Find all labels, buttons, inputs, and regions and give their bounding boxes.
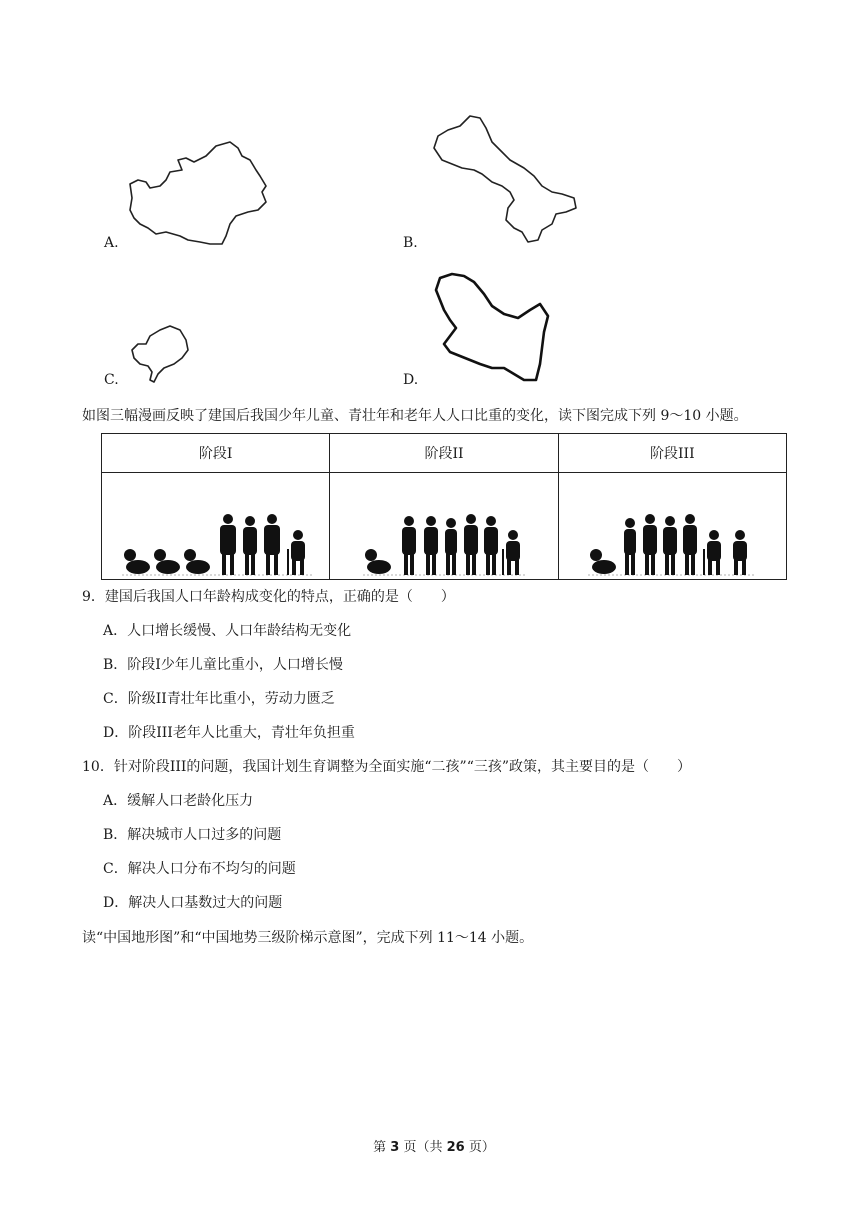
stage-3-header: 阶段III <box>558 434 786 473</box>
question-10-option-b[interactable]: B．解决城市人口过多的问题 <box>103 827 282 843</box>
map-option-a-outline <box>126 140 272 248</box>
stage-3-cartoon <box>558 473 786 580</box>
question-10-option-c[interactable]: C．解决人口分布不均匀的问题 <box>103 861 296 877</box>
stage-2-cartoon <box>330 473 558 580</box>
stage-3-silhouettes <box>584 513 760 579</box>
footer-prefix: 第 <box>373 1140 391 1155</box>
map-option-a-label[interactable]: A. <box>104 235 119 251</box>
question-9-option-c[interactable]: C．阶级II青壮年比重小，劳动力匮乏 <box>103 691 335 707</box>
question-9-option-d[interactable]: D．阶段III老年人比重大，青壮年负担重 <box>103 725 355 741</box>
stage-1-cartoon <box>102 473 330 580</box>
map-option-d-outline <box>430 270 552 386</box>
question-9-option-b[interactable]: B．阶段I少年儿童比重小，人口增长慢 <box>103 657 343 673</box>
footer-suffix: 页） <box>464 1140 495 1155</box>
question-9-option-a[interactable]: A．人口增长缓慢、人口年龄结构无变化 <box>103 623 352 639</box>
map-option-c-outline <box>128 322 194 386</box>
footer-middle: 页（共 <box>399 1140 447 1155</box>
map-option-b-label[interactable]: B. <box>403 235 418 251</box>
question-10-stem: 10．针对阶段III的问题，我国计划生育调整为全面实施“二孩”“三孩”政策，其主要目的是（ ） <box>82 759 692 775</box>
map-option-c-label[interactable]: C. <box>104 372 119 388</box>
page-footer <box>0 1136 868 1155</box>
question-10-option-d[interactable]: D．解决人口基数过大的问题 <box>103 895 283 911</box>
footer-page-number: 3 <box>390 1140 400 1155</box>
map-option-b-outline <box>430 112 580 246</box>
footer-total-pages: 26 <box>446 1140 465 1155</box>
question-9-stem: 9．建国后我国人口年龄构成变化的特点，正确的是（ ） <box>82 589 455 605</box>
intro-questions-9-10: 如图三幅漫画反映了建国后我国少年儿童、青壮年和老年人人口比重的变化，读下图完成下列 9～10 小题。 <box>82 408 748 424</box>
stage-1-header: 阶段I <box>102 434 330 473</box>
stage-2-silhouettes <box>359 513 529 579</box>
question-10-option-a[interactable]: A．缓解人口老龄化压力 <box>103 793 254 809</box>
stage-2-header: 阶段II <box>330 434 558 473</box>
intro-questions-11-14: 读“中国地形图”和“中国地势三级阶梯示意图”，完成下列 11～14 小题。 <box>82 930 534 946</box>
stage-1-silhouettes <box>116 513 316 579</box>
population-stage-table <box>101 433 787 580</box>
map-option-d-label[interactable]: D. <box>403 372 419 388</box>
